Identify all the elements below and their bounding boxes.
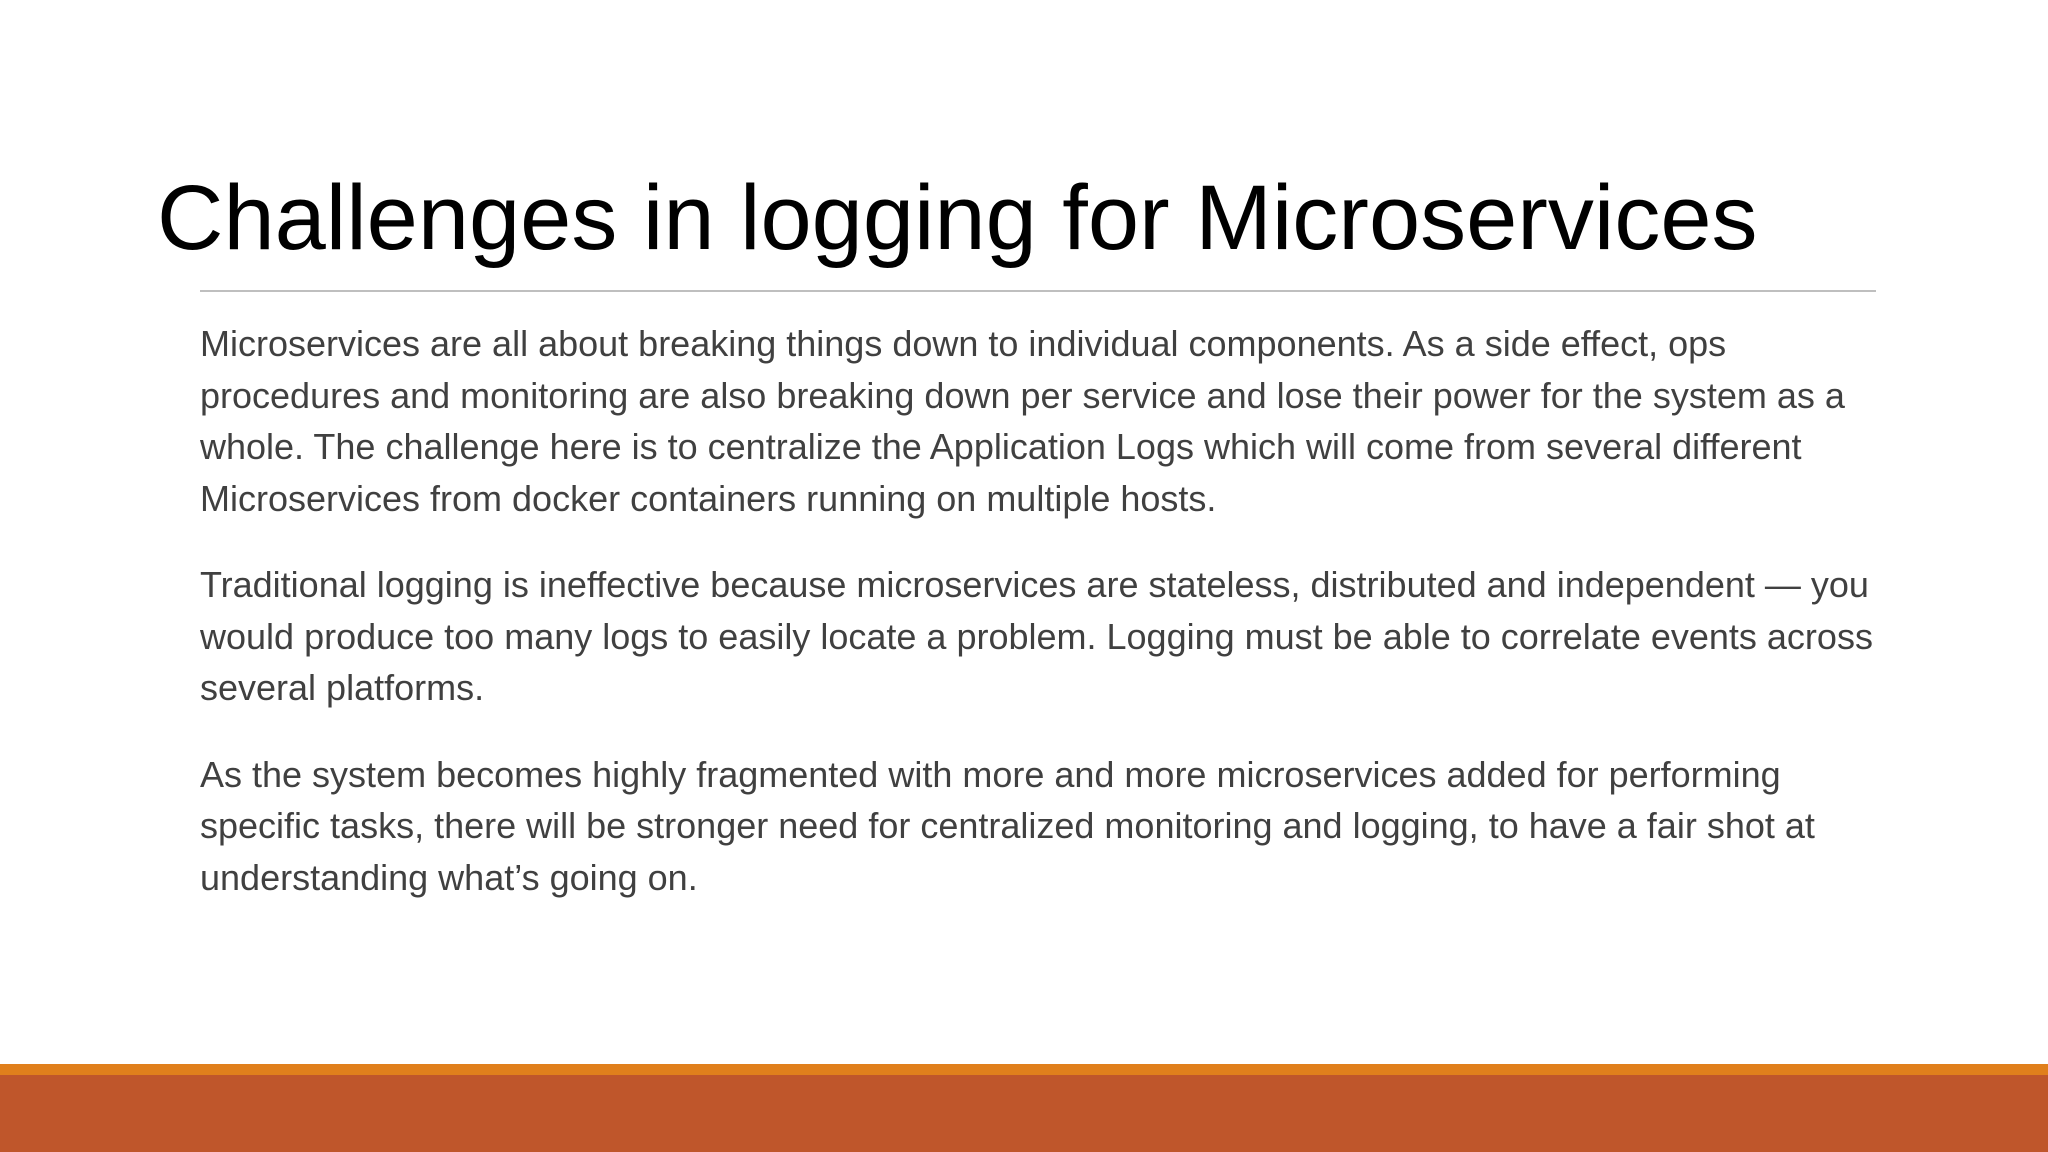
body-paragraph-3: As the system becomes highly fragmented with more and more microservices added for performing specific tasks, there will be stronger need for centralized monitoring and logging, to have a fair shot at understanding what’s going on. [200,753,1815,898]
footer-accent-stripe [0,1064,2048,1075]
footer-band [0,1075,2048,1152]
body-paragraph-1: Microservices are all about breaking things down to individual components. As a side effect, ops procedures and monitoring are also breaking down per service and lose their power for the system as a whole. The challenge here is to centralize the Application Logs which will come from several different Microservices from docker containers running on multiple hosts. [200,323,1845,519]
title-divider [200,290,1876,292]
body-paragraph-2: Traditional logging is ineffective because microservices are stateless, distributed and independent — you would produce too many logs to easily locate a problem. Logging must be able to correlate events across several platforms. [200,564,1873,708]
slide-body [200,318,1890,903]
slide-title: Challenges in logging for Microservices [157,167,1758,269]
